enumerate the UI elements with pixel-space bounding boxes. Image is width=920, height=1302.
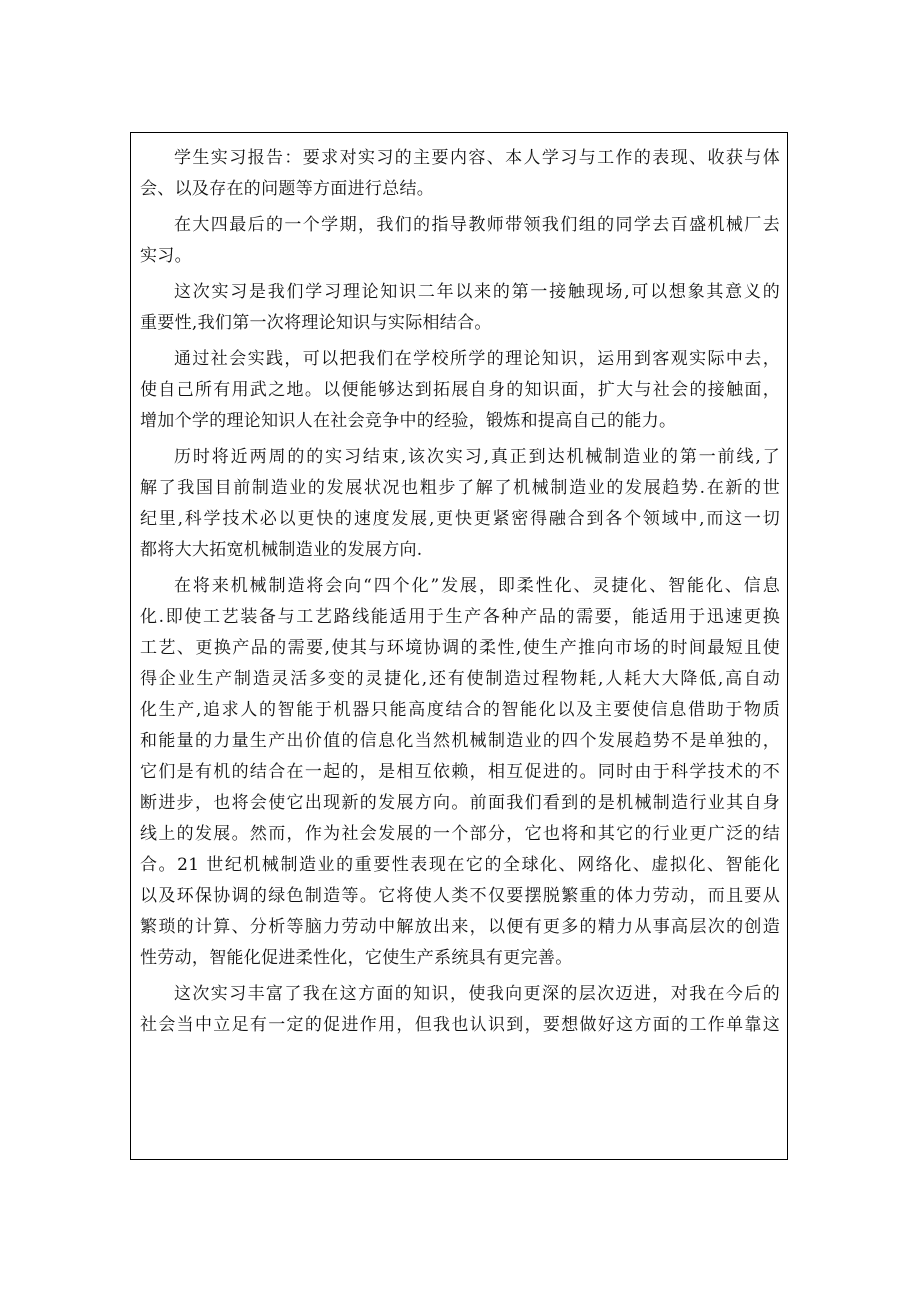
text-line: 使自己所有用武之地。以便能够达到拓展自身的知识面，扩大与社会的接触面， — [140, 380, 780, 400]
paragraph-practice — [140, 344, 780, 437]
text-line: 增加个学的理论知识人在社会竞争中的经验，锻炼和提高自己的能力。 — [140, 411, 677, 431]
text-line: 会、以及存在的问题等方面进行总结。 — [140, 179, 435, 199]
text-line: 断进步，也将会使它出现新的发展方向。前面我们看到的是机械制造行业其自身 — [140, 793, 780, 813]
paragraph-significance — [140, 277, 780, 339]
report-frame — [130, 132, 788, 1160]
text-line: 工艺、更换产品的需要,使其与环境协调的柔性,使生产推向市场的时间最短且使 — [140, 638, 780, 658]
text-line: 化.即使工艺装备与工艺路线能适用于生产各种产品的需要，能适用于迅速更换 — [140, 607, 780, 627]
text-line: 都将大大拓宽机械制造业的发展方向. — [140, 540, 423, 560]
text-line: 历时将近两周的的实习结束,该次实习,真正到达机械制造业的第一前线,了 — [174, 447, 780, 467]
paragraph-summary — [140, 442, 780, 566]
text-line: 性劳动，智能化促进柔性化，它使生产系统具有更完善。 — [140, 948, 573, 968]
text-line: 重要性,我们第一次将理论知识与实际相结合。 — [140, 313, 492, 333]
text-line: 和能量的力量生产出价值的信息化当然机械制造业的四个发展趋势不是单独的， — [140, 731, 780, 751]
text-line: 这次实习是我们学习理论知识二年以来的第一接触现场,可以想象其意义的 — [174, 282, 780, 302]
text-line: 通过社会实践，可以把我们在学校所学的理论知识，运用到客观实际中去， — [174, 349, 780, 369]
text-line: 在将来机械制造将会向“四个化”发展，即柔性化、灵捷化、智能化、信息 — [174, 576, 780, 596]
text-line: 合。21 世纪机械制造业的重要性表现在它的全球化、网络化、虚拟化、智能化 — [140, 855, 780, 875]
report-content — [140, 143, 780, 1041]
text-line: 学生实习报告：要求对实习的主要内容、本人学习与工作的表现、收获与体 — [174, 148, 780, 168]
text-line: 得企业生产制造灵活多变的灵捷化,还有使制造过程物耗,人耗大大降低,高自动 — [140, 669, 780, 689]
text-line: 解了我国目前制造业的发展状况也粗步了解了机械制造业的发展趋势.在新的世 — [140, 478, 780, 498]
paragraph-conclusion — [140, 979, 780, 1041]
paragraph-trends — [140, 571, 780, 974]
text-line: 社会当中立足有一定的促进作用，但我也认识到，要想做好这方面的工作单靠这 — [140, 1015, 780, 1035]
text-line: 纪里,科学技术必以更快的速度发展,更快更紧密得融合到各个领域中,而这一切 — [140, 509, 780, 529]
text-line: 线上的发展。然而，作为社会发展的一个部分，它也将和其它的行业更广泛的结 — [140, 824, 780, 844]
text-line: 化生产,追求人的智能于机器只能高度结合的智能化以及主要使信息借助于物质 — [140, 700, 780, 720]
text-line: 这次实习丰富了我在这方面的知识，使我向更深的层次迈进，对我在今后的 — [174, 984, 780, 1004]
text-line: 它们是有机的结合在一起的，是相互依赖，相互促进的。同时由于科学技术的不 — [140, 762, 780, 782]
paragraph-intro — [140, 210, 780, 272]
text-line: 以及环保协调的绿色制造等。它将使人类不仅要摆脱繁重的体力劳动，而且要从 — [140, 886, 780, 906]
text-line: 在大四最后的一个学期，我们的指导教师带领我们组的同学去百盛机械厂去 — [174, 215, 780, 235]
paragraph-instructions — [140, 143, 780, 205]
text-line: 繁琐的计算、分析等脑力劳动中解放出来，以便有更多的精力从事高层次的创造 — [140, 917, 780, 937]
text-line: 实习。 — [140, 246, 192, 266]
